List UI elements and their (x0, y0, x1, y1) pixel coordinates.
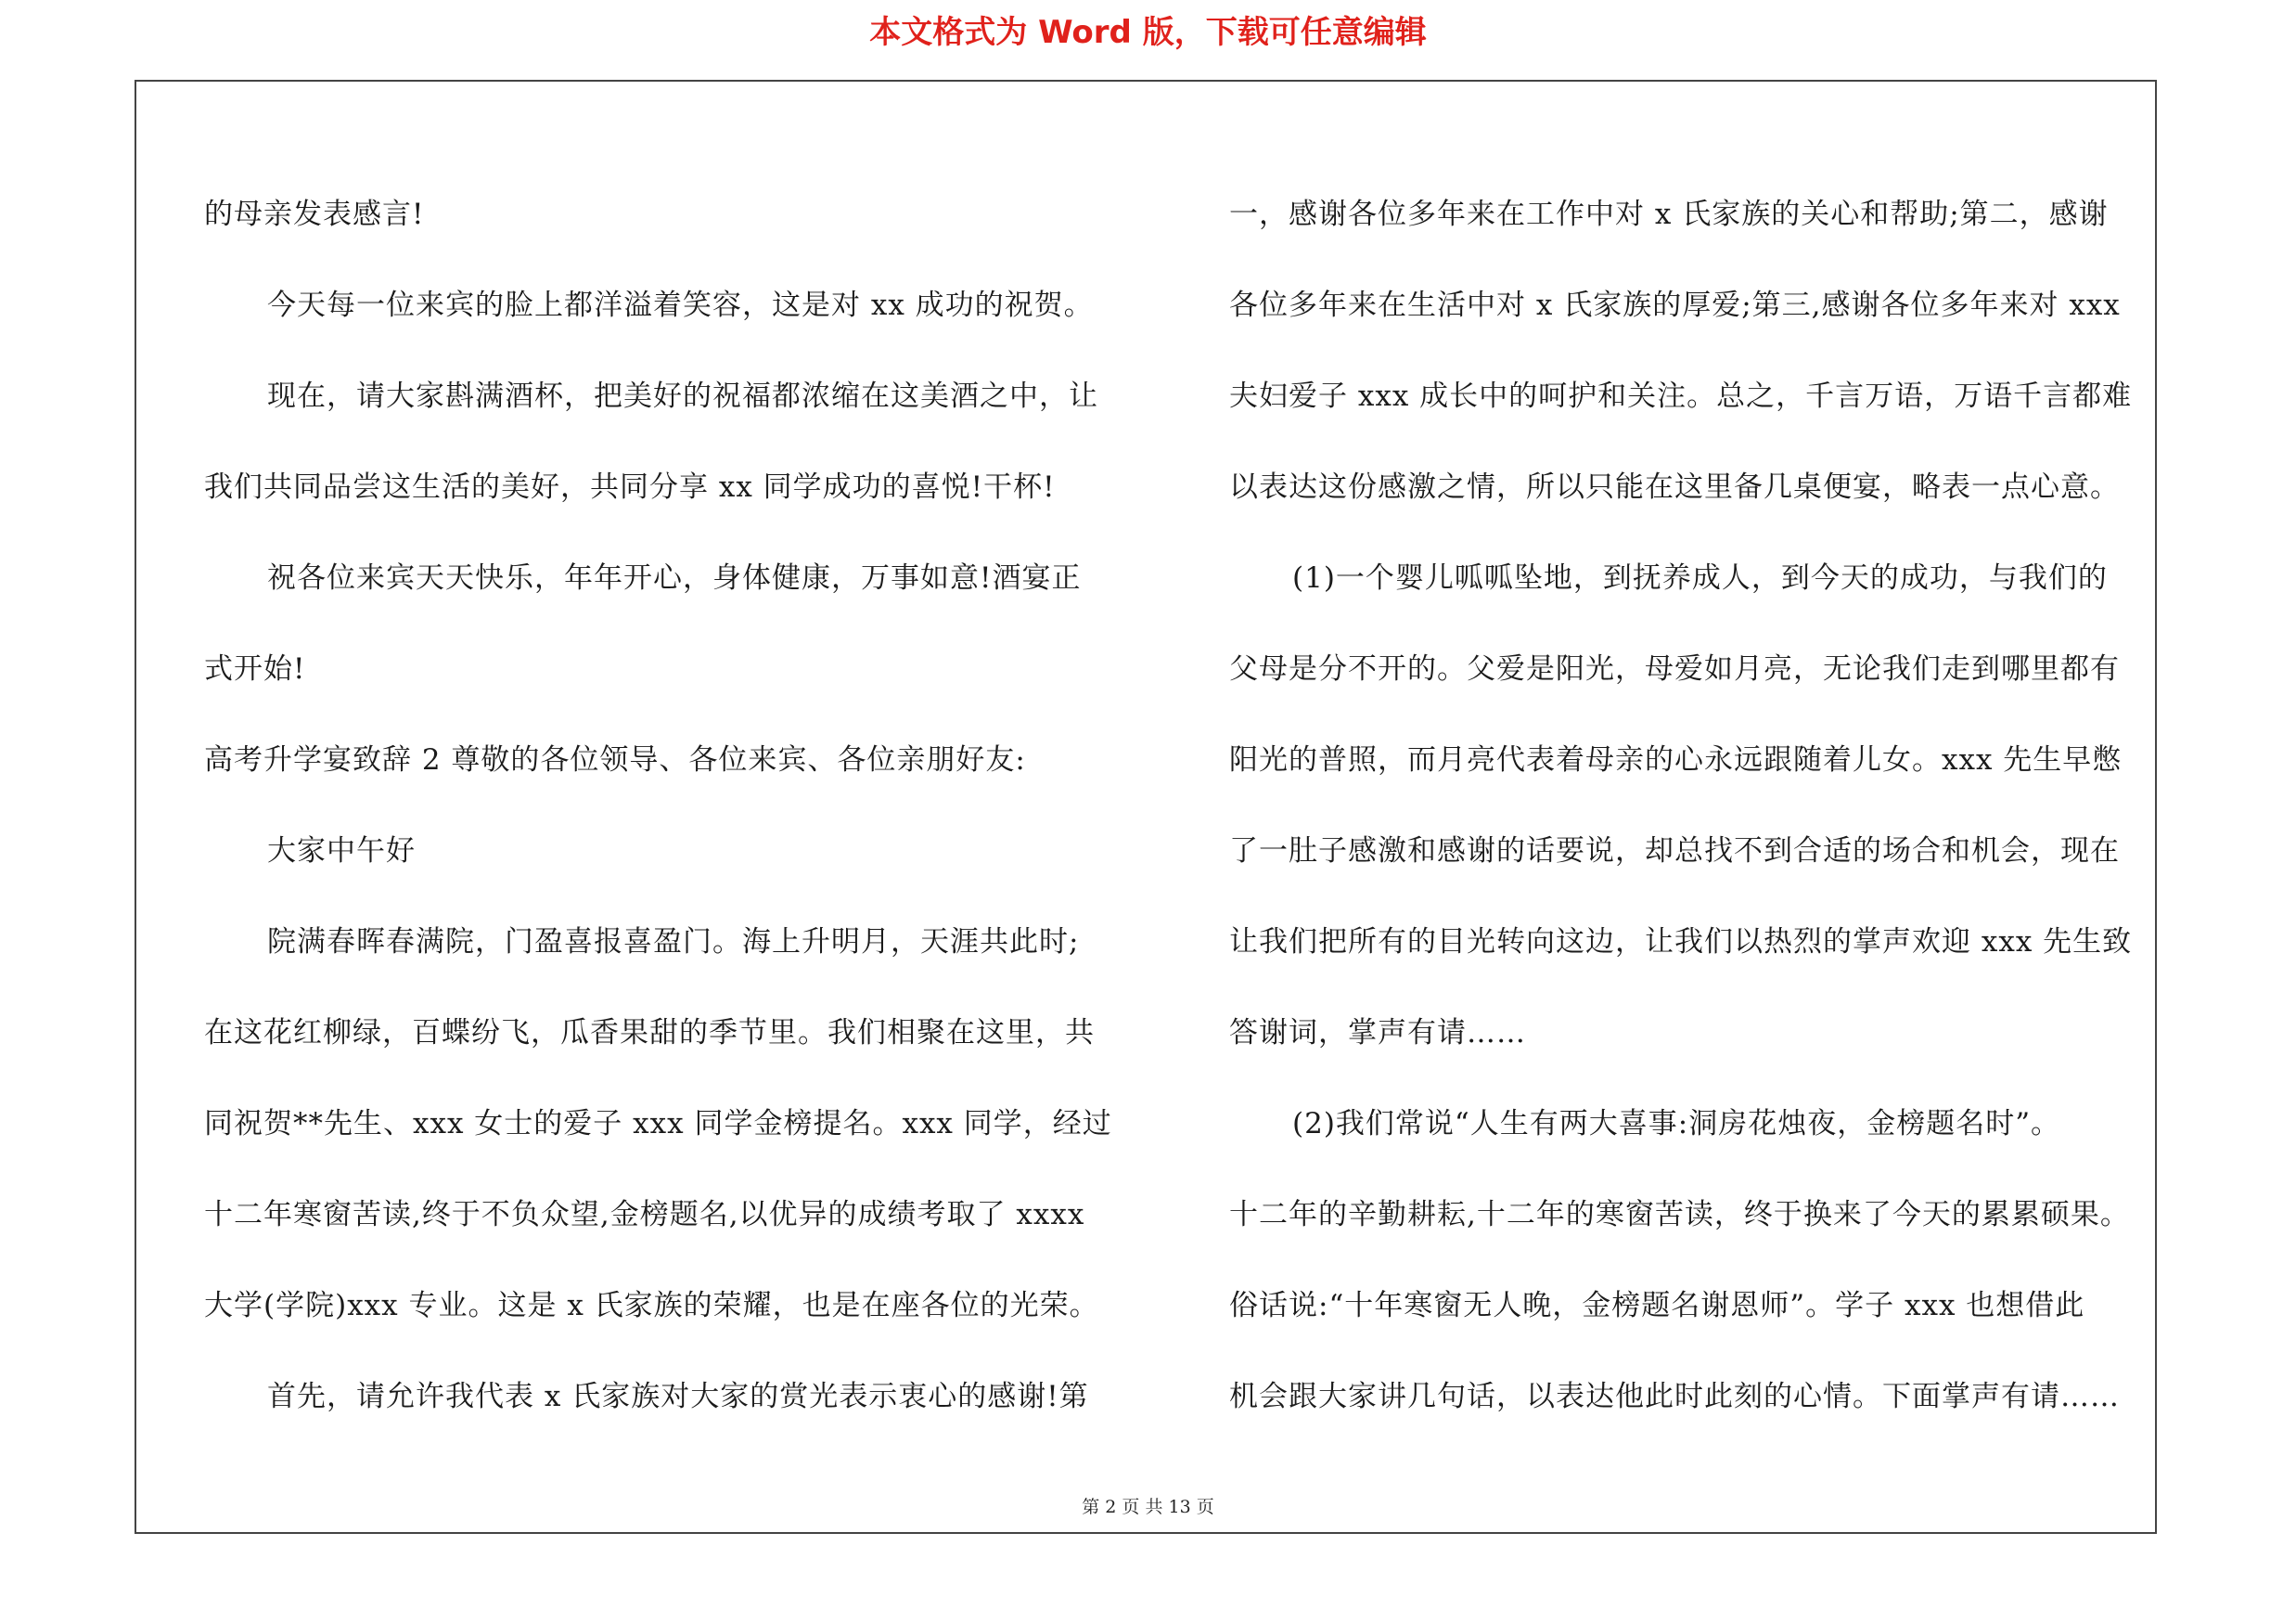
text-line: (1)一个婴儿呱呱坠地，到抚养成人，到今天的成功，与我们的 (1292, 561, 2108, 595)
right-text-column (1229, 169, 2157, 1442)
text-line: 大学(学院)xxx 专业。这是 x 氏家族的荣耀，也是在座各位的光荣。 (204, 1289, 1099, 1322)
text-line: 今天每一位来宾的脸上都洋溢着笑容，这是对 xx 成功的祝贺。 (267, 289, 1094, 322)
text-line: 首先，请允许我代表 x 氏家族对大家的赏光表示衷心的感谢!第 (267, 1380, 1089, 1413)
text-line: 祝各位来宾天天快乐，年年开心，身体健康，万事如意!酒宴正 (267, 561, 1082, 595)
text-line: 父母是分不开的。父爱是阳光，母爱如月亮，无论我们走到哪里都有 (1229, 652, 2120, 686)
text-line: 阳光的普照，而月亮代表着母亲的心永远跟随着儿女。xxx 先生早憋 (1229, 743, 2123, 777)
format-banner: 本文格式为 Word 版，下载可任意编辑 (869, 14, 1427, 51)
text-line: 以表达这份感激之情，所以只能在这里备几桌便宴，略表一点心意。 (1229, 470, 2120, 504)
left-text-column (204, 169, 1132, 1442)
text-line: 在这花红柳绿，百蝶纷飞，瓜香果甜的季节里。我们相聚在这里，共 (204, 1016, 1095, 1050)
text-line: 我们共同品尝这生活的美好，共同分享 xx 同学成功的喜悦!干杯! (204, 470, 1056, 504)
text-line: 现在，请大家斟满酒杯，把美好的祝福都浓缩在这美酒之中，让 (267, 380, 1098, 413)
text-line: 夫妇爱子 xxx 成长中的呵护和关注。总之，千言万语，万语千言都难 (1229, 380, 2133, 413)
text-line: 式开始! (204, 652, 306, 686)
text-line: 让我们把所有的目光转向这边，让我们以热烈的掌声欢迎 xxx 先生致 (1229, 925, 2133, 959)
text-line: 十二年寒窗苦读,终于不负众望,金榜题名,以优异的成绩考取了 xxxx (204, 1198, 1085, 1231)
text-line: 答谢词，掌声有请…… (1229, 1016, 1526, 1050)
text-line: 一，感谢各位多年来在工作中对 x 氏家族的关心和帮助;第二，感谢 (1229, 198, 2109, 231)
text-line: (2)我们常说“人生有两大喜事:洞房花烛夜，金榜题名时”。 (1292, 1107, 2061, 1140)
text-line: 院满春晖春满院，门盈喜报喜盈门。海上升明月，天涯共此时; (267, 925, 1080, 959)
text-line: 机会跟大家讲几句话，以表达他此时此刻的心情。下面掌声有请…… (1229, 1380, 2120, 1413)
text-line: 十二年的辛勤耕耘,十二年的寒窗苦读，终于换来了今天的累累硕果。 (1229, 1198, 2130, 1231)
page-number-footer: 第 2 页 共 13 页 (1082, 1497, 1214, 1517)
text-line: 高考升学宴致辞 2 尊敬的各位领导、各位来宾、各位亲朋好友: (204, 743, 1026, 777)
text-line: 了一肚子感激和感谢的话要说，却总找不到合适的场合和机会，现在 (1229, 834, 2120, 868)
text-line: 同祝贺**先生、xxx 女士的爱子 xxx 同学金榜提名。xxx 同学，经过 (204, 1107, 1112, 1140)
text-line: 各位多年来在生活中对 x 氏家族的厚爱;第三,感谢各位多年来对 xxx (1229, 289, 2121, 322)
text-line: 俗话说:“十年寒窗无人晚，金榜题名谢恩师”。学子 xxx 也想借此 (1229, 1289, 2085, 1322)
text-line: 大家中午好 (267, 834, 416, 868)
text-line: 的母亲发表感言! (204, 198, 425, 231)
